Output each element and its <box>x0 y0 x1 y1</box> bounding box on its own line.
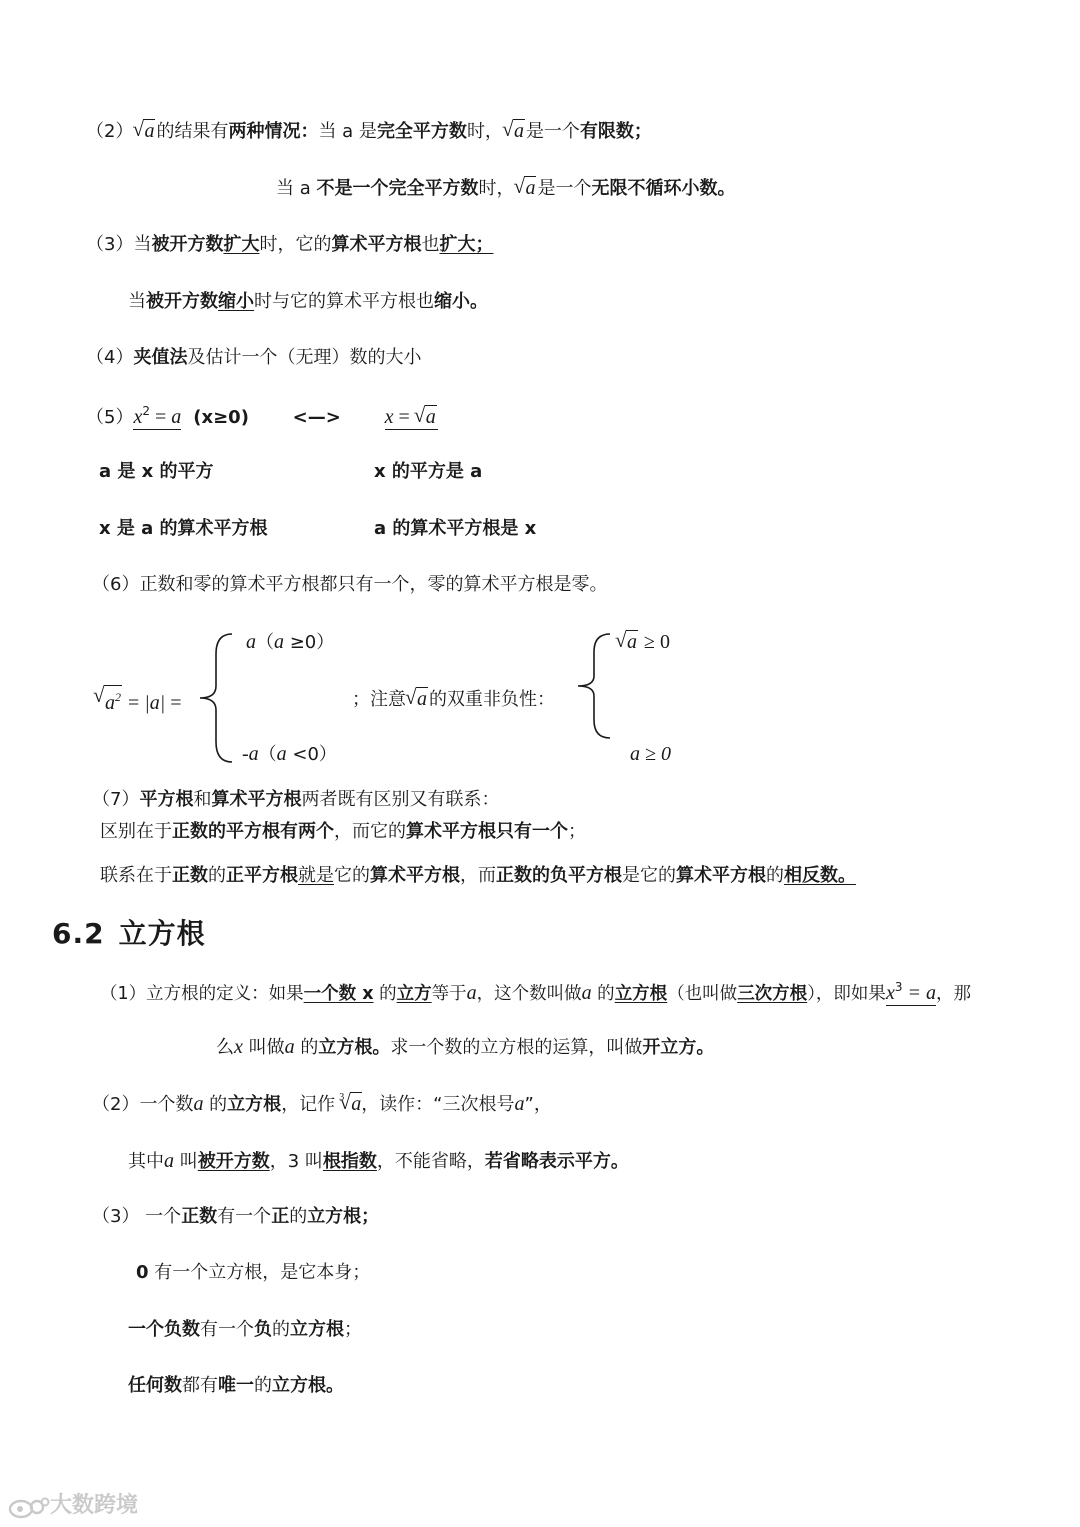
item-3-line-2: 当被开方数缩小时与它的算术平方根也缩小。 <box>128 291 488 312</box>
cube-3-line-1: （3） 一个正数有一个正的立方根； <box>92 1206 380 1227</box>
item-4: （4）夹值法及估计一个（无理）数的大小 <box>86 347 422 368</box>
item-5-row-1-left: a 是 x 的平方 <box>99 461 214 482</box>
abs-formula: √ $a^2 = |a|$ = <box>94 684 182 717</box>
weibo-logo-icon <box>8 1493 50 1519</box>
equation-x-sqrt: x = √ a <box>385 407 438 430</box>
cube-3-line-2: 0 有一个立方根，是它本身； <box>136 1262 371 1283</box>
item-5-formula: $(5)x^2 = a$ (x≥0) <—> x = √ a <box>86 398 438 431</box>
sqrt-a: √ a <box>503 118 524 144</box>
item-5-row-2-right: a 的算术平方根是 x <box>374 518 537 539</box>
cube-2-line-1: （2）一个数a 的立方根，记作 √ 3 a，读作：“三次根号a”， <box>92 1091 552 1118</box>
item-2-line-1: （2）√ a 的结果有两种情况：当 a 是完全平方数时，√ a 是一个有限数； <box>86 118 652 145</box>
double-nonnegativity-note: ；注意√ a 的双重非负性： <box>352 686 555 713</box>
case-negative: -a（a <0） <box>242 743 337 765</box>
section-number: 6.2 <box>52 917 105 950</box>
section-title: 立方根 <box>118 917 206 950</box>
equation-x-squared: $x^2 = a$ <box>133 404 182 428</box>
radicand-nonnegative: a ≥ 0 <box>630 743 671 765</box>
equivalence-arrow: <—> <box>292 407 341 428</box>
item-5-row-2-left: x 是 a 的算术平方根 <box>99 518 268 539</box>
item-7-line-1: （7）平方根和算术平方根两者既有区别又有联系： <box>92 789 500 810</box>
cube-3-line-4: 任何数都有唯一的立方根。 <box>128 1375 344 1396</box>
left-brace-icon <box>574 630 614 742</box>
item-2-line-2: 当 a 不是一个完全平方数时，√ a 是一个无限不循环小数。 <box>276 175 735 202</box>
cube-definition-equation: $x^3 = a$ <box>885 980 936 1004</box>
item-7-line-2: 区别在于正数的平方根有两个，而它的算术平方根只有一个； <box>100 821 586 842</box>
cube-2-line-2: 其中a 叫被开方数，3 叫根指数，不能省略，若省略表示平方。 <box>128 1150 629 1172</box>
item-6-text: （6）正数和零的算术平方根都只有一个，零的算术平方根是零。 <box>92 574 608 595</box>
cube-3-line-3: 一个负数有一个负的立方根； <box>128 1319 362 1340</box>
cube-1-line-2: 么x 叫做a 的立方根。求一个数的立方根的运算，叫做开立方。 <box>216 1036 715 1058</box>
cube-1-line-1: （1）立方根的定义：如果一个数 x 的立方等于a，这个数叫做a 的立方根（也叫做三次方根），即如果$x^3 = a$，那 <box>100 980 971 1004</box>
sqrt-a: √ a <box>514 175 535 201</box>
left-brace-icon <box>196 630 236 766</box>
item-5-row-1-right: x 的平方是 a <box>374 461 483 482</box>
item-3-line-1: （3）当被开方数扩大时，它的算术平方根也扩大； <box>86 234 494 255</box>
sqrt-nonnegative: √ a ≥ 0 <box>616 629 670 656</box>
sqrt-a: √ a <box>133 118 154 144</box>
item-7-line-3: 联系在于正数的正平方根就是它的算术平方根，而正数的负平方根是它的算术平方根的相反数。 <box>100 865 856 886</box>
section-heading <box>52 916 206 952</box>
case-nonnegative: a（a ≥0） <box>246 631 335 653</box>
cube-root-a: √ 3 a <box>339 1091 361 1117</box>
watermark: 大数跨境 <box>8 1491 138 1521</box>
